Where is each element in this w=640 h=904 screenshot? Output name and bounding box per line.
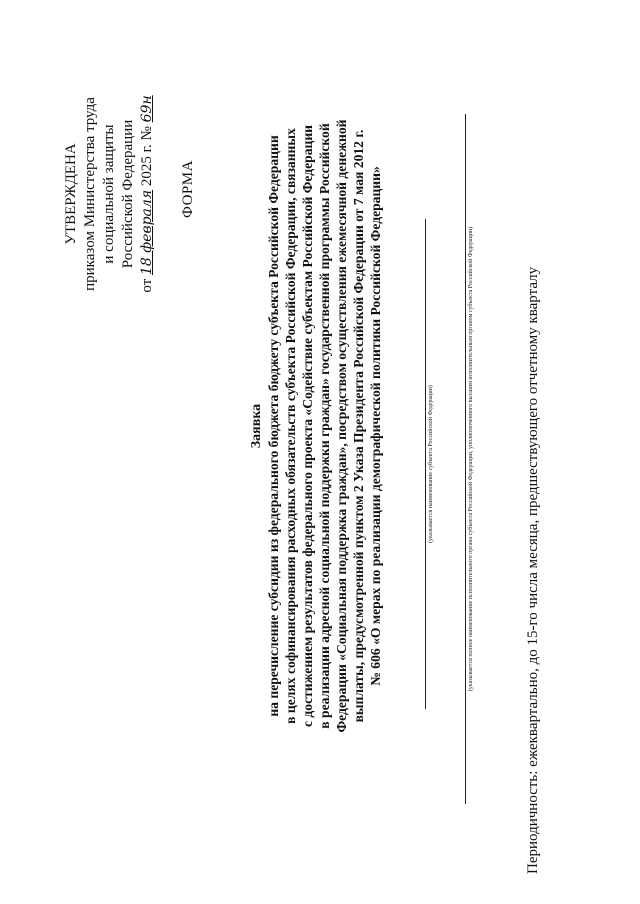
approval-stamp <box>62 44 157 344</box>
title-line: в целях софинансирования расходных обязательств субъекта Российской Федерации, связанных <box>283 128 298 724</box>
periodicity-note: Периодичность: ежеквартально, до 15-го числа месяца, предшествующего отчетному кварталу <box>525 266 541 874</box>
handwritten-order-number: 69н <box>139 95 155 123</box>
title-line: № 606 «О мерах по реализации демографической политики Российской Федерации» <box>368 166 383 686</box>
approval-line: приказом Министерства труда <box>82 97 98 291</box>
authority-name-caption: (указывается полное наименование исполнительного органа субъекта Российской Федерации, уполномоченного высшим исполнительным органом субъекта Российской Федерации) <box>468 226 474 692</box>
title-heading: Заявка <box>249 403 264 449</box>
authority-name-line <box>465 114 466 804</box>
title-line: выплаты, предусмотренной пунктом 2 Указа Президента Российской Федерации от 7 мая 2012 г. <box>351 129 366 723</box>
title-line: с достижением результатов федерального проекта «Содействие субъектам Российской Федерации <box>300 124 315 728</box>
subject-name-line <box>425 219 426 709</box>
approval-line: Российской Федерации <box>120 119 136 269</box>
approval-date-line <box>138 44 157 344</box>
year-number-label: 2025 г. № <box>139 126 155 187</box>
subject-name-caption: (указывается наименование субъекта Российской Федерации) <box>428 385 434 543</box>
approval-heading: УТВЕРЖДЕНА <box>63 143 79 245</box>
title-line: Федерации «Социальная поддержка граждан», посредством осуществления ежемесячной денежной <box>334 119 349 733</box>
handwritten-date: 18 февраля <box>139 189 155 276</box>
title-line: в реализации адресной социальной поддержки граждан» государственной программы Российской <box>317 123 332 729</box>
date-prefix: от <box>139 278 155 293</box>
title-line: на перечисление субсидии из федерального бюджета бюджету субъекта Российской Федерации <box>266 135 281 717</box>
approval-line: и социальной защиты <box>101 124 117 264</box>
document-title <box>248 36 384 816</box>
form-label: ФОРМА <box>180 160 196 218</box>
